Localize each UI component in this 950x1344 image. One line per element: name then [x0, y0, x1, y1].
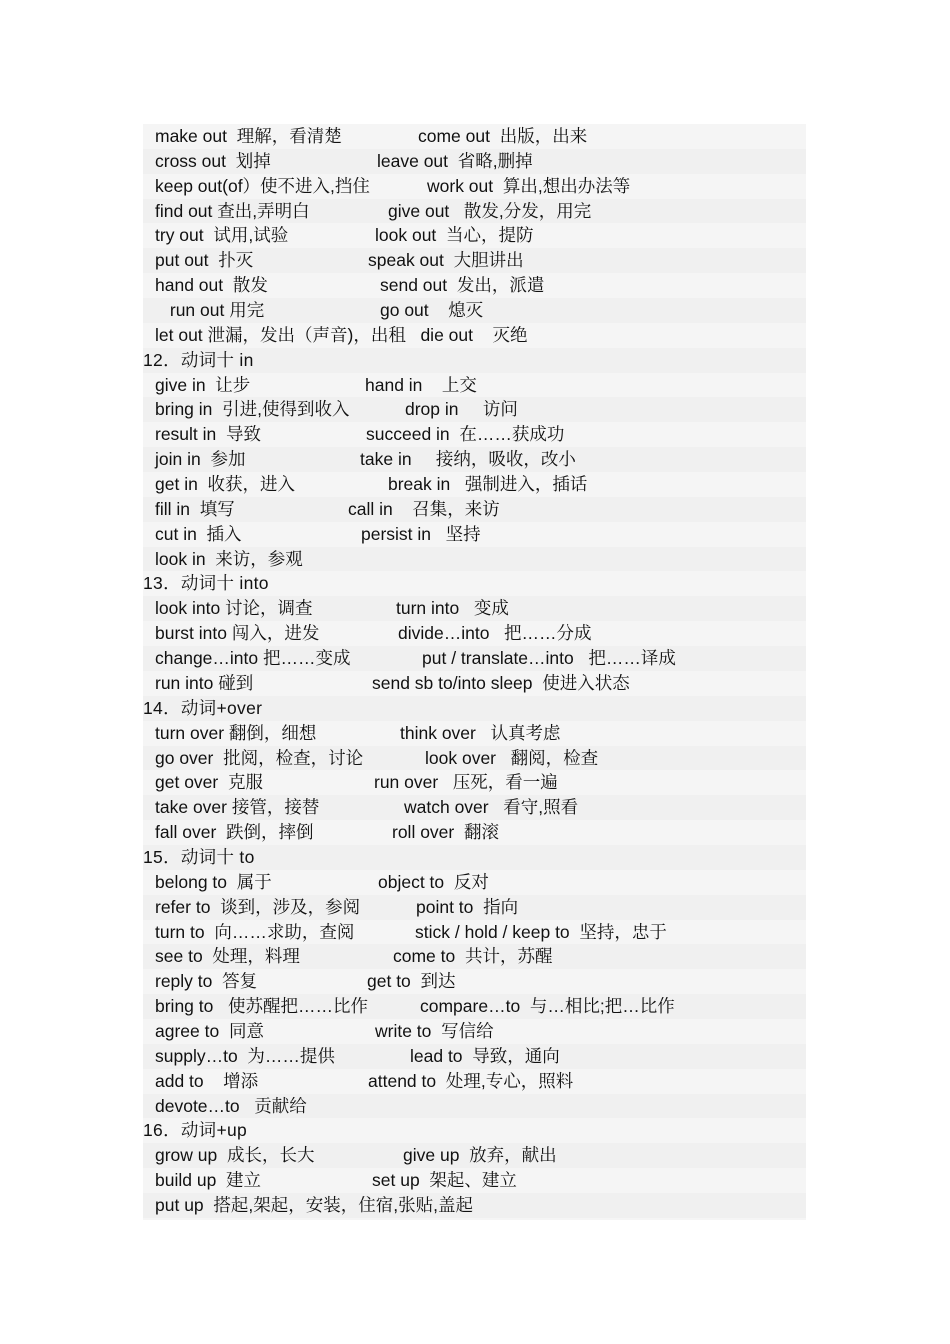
section-heading-text: 15．动词十 to	[143, 846, 255, 867]
phrase-row	[143, 1143, 806, 1168]
phrase-left: belong to 属于	[155, 871, 272, 892]
document-page	[143, 124, 806, 1220]
phrase-left: bring to 使苏醒把……比作	[155, 996, 368, 1017]
phrase-left: go over 批阅，检查，讨论	[155, 747, 364, 768]
phrase-row	[143, 397, 806, 422]
phrase-row	[143, 422, 806, 447]
phrase-row	[143, 149, 806, 174]
section-heading-text: 14．动词+over	[143, 697, 263, 718]
phrase-row	[143, 646, 806, 671]
phrase-left: keep out(of）使不进入,挡住	[155, 175, 370, 196]
phrase-right: compare…to 与…相比;把…比作	[420, 996, 675, 1017]
phrase-row	[143, 795, 806, 820]
phrase-right: go out 熄灭	[380, 300, 484, 321]
phrase-right: run over 压死，看一遍	[374, 772, 558, 793]
phrase-right: watch over 看守,照看	[404, 797, 579, 818]
phrase-left: burst into 闯入，进发	[155, 623, 320, 644]
phrase-right: persist in 坚持	[361, 523, 481, 544]
phrase-row	[143, 248, 806, 273]
phrase-right: send sb to/into sleep 使进入状态	[372, 672, 630, 693]
phrase-left: fall over 跌倒，摔倒	[155, 822, 314, 843]
phrase-left: hand out 散发	[155, 275, 268, 296]
phrase-left: cut in 插入	[155, 523, 242, 544]
phrase-row	[143, 447, 806, 472]
phrase-right: give out 散发,分发，用完	[388, 200, 592, 221]
phrase-row	[143, 1193, 806, 1218]
phrase-row	[143, 323, 806, 348]
phrase-left: find out 查出,弄明白	[155, 200, 310, 221]
phrase-left: reply to 答复	[155, 971, 258, 992]
phrase-row	[143, 1069, 806, 1094]
phrase-left: run out 用完	[165, 300, 265, 321]
phrase-right: get to 到达	[367, 971, 456, 992]
phrase-row	[143, 870, 806, 895]
section-heading-text: 12．动词十 in	[143, 349, 254, 370]
phrase-right: write to 写信给	[375, 1020, 494, 1041]
phrase-right: leave out 省略,删掉	[377, 150, 533, 171]
phrase-left: put out 扑灭	[155, 250, 254, 271]
phrase-right: break in 强制进入，插话	[388, 474, 588, 495]
section-heading	[143, 696, 806, 721]
phrase-left: get in 收获，进入	[155, 474, 296, 495]
phrase-right: point to 指向	[416, 896, 519, 917]
phrase-left: devote…to 贡献给	[155, 1095, 307, 1116]
phrase-right: hand in 上交	[365, 374, 477, 395]
phrase-row	[143, 920, 806, 945]
phrase-right: come out 出版，出来	[418, 126, 588, 146]
phrase-left: supply…to 为……提供	[155, 1045, 335, 1066]
phrase-right: look over 翻阅，检查	[425, 747, 599, 768]
phrase-right: give up 放弃，献出	[403, 1145, 557, 1166]
phrase-row	[143, 547, 806, 572]
phrase-row	[143, 273, 806, 298]
phrase-row	[143, 746, 806, 771]
phrase-left: refer to 谈到，涉及，参阅	[155, 896, 361, 917]
phrase-left: bring in 引进,使得到收入	[155, 399, 350, 420]
phrase-right: succeed in 在……获成功	[366, 424, 565, 445]
phrase-left: look into 讨论，调查	[155, 598, 313, 619]
phrase-row	[143, 199, 806, 224]
phrase-left: take over 接管，接替	[155, 797, 320, 818]
phrase-left: build up 建立	[155, 1170, 262, 1191]
phrase-row	[143, 596, 806, 621]
phrase-right: set up 架起、建立	[372, 1170, 517, 1191]
phrase-left: cross out 划掉	[155, 150, 271, 171]
phrase-row	[143, 994, 806, 1019]
phrase-row	[143, 298, 806, 323]
phrase-right: lead to 导致，通向	[410, 1045, 560, 1066]
phrase-left: get over 克服	[155, 772, 263, 793]
phrase-row	[143, 1168, 806, 1193]
phrase-row	[143, 621, 806, 646]
phrase-right: turn into 变成	[396, 598, 509, 619]
phrase-right: roll over 翻滚	[392, 822, 499, 843]
phrase-row	[143, 124, 806, 149]
section-heading	[143, 845, 806, 870]
phrase-row	[143, 969, 806, 994]
phrase-row	[143, 522, 806, 547]
phrase-left: join in 参加	[155, 449, 246, 470]
phrase-right: put / translate…into 把……译成	[422, 648, 676, 669]
phrase-left: look in 来访，参观	[155, 548, 303, 569]
phrase-right: drop in 访问	[405, 399, 518, 420]
section-heading	[143, 348, 806, 373]
phrase-right: speak out 大胆讲出	[368, 250, 524, 271]
phrase-row	[143, 497, 806, 522]
phrase-row	[143, 820, 806, 845]
phrase-row	[143, 770, 806, 795]
phrase-left: agree to 同意	[155, 1020, 264, 1041]
phrase-left: run into 碰到	[155, 672, 254, 693]
phrase-right: divide…into 把……分成	[398, 623, 592, 644]
phrase-row	[143, 373, 806, 398]
phrase-left: put up 搭起,架起，安装，住宿,张贴,盖起	[155, 1194, 473, 1215]
phrase-left: give in 让步	[155, 374, 251, 395]
section-heading-text: 13．动词十 into	[143, 573, 269, 594]
section-heading-text: 16．动词+up	[143, 1120, 248, 1141]
phrase-row	[143, 174, 806, 199]
section-heading	[143, 1118, 806, 1143]
phrase-row	[143, 1044, 806, 1069]
phrase-row	[143, 223, 806, 248]
phrase-row	[143, 472, 806, 497]
phrase-row	[143, 895, 806, 920]
phrase-left: turn over 翻倒，细想	[155, 722, 317, 743]
phrase-right: take in 接纳，吸收，改小	[360, 449, 576, 470]
phrase-row	[143, 1019, 806, 1044]
phrase-right: come to 共计，苏醒	[393, 946, 553, 967]
phrase-left: add to 增添	[155, 1070, 259, 1091]
phrase-row	[143, 671, 806, 696]
phrase-right: stick / hold / keep to 坚持，忠于	[415, 921, 667, 942]
phrase-left: make out 理解，看清楚	[155, 126, 342, 146]
phrase-left: let out 泄漏，发出（声音)，出租 die out 灭绝	[155, 324, 528, 345]
phrase-left: grow up 成长，长大	[155, 1145, 315, 1166]
phrase-row	[143, 1094, 806, 1119]
phrase-row	[143, 721, 806, 746]
phrase-right: object to 反对	[378, 871, 489, 892]
section-heading	[143, 571, 806, 596]
phrase-left: change…into 把……变成	[155, 648, 351, 669]
phrase-right: think over 认真考虑	[400, 722, 561, 743]
phrase-left: turn to 向……求助，查阅	[155, 921, 355, 942]
phrase-row	[143, 944, 806, 969]
phrase-left: see to 处理，料理	[155, 946, 300, 967]
phrase-right: send out 发出，派遣	[380, 275, 545, 296]
phrase-right: attend to 处理,专心，照料	[368, 1070, 574, 1091]
phrase-left: result in 导致	[155, 424, 261, 445]
phrase-left: fill in 填写	[155, 498, 235, 519]
phrase-right: work out 算出,想出办法等	[427, 175, 631, 196]
phrase-left: try out 试用,试验	[155, 225, 289, 246]
phrase-right: look out 当心，提防	[375, 225, 534, 246]
phrase-right: call in 召集，来访	[348, 498, 500, 519]
